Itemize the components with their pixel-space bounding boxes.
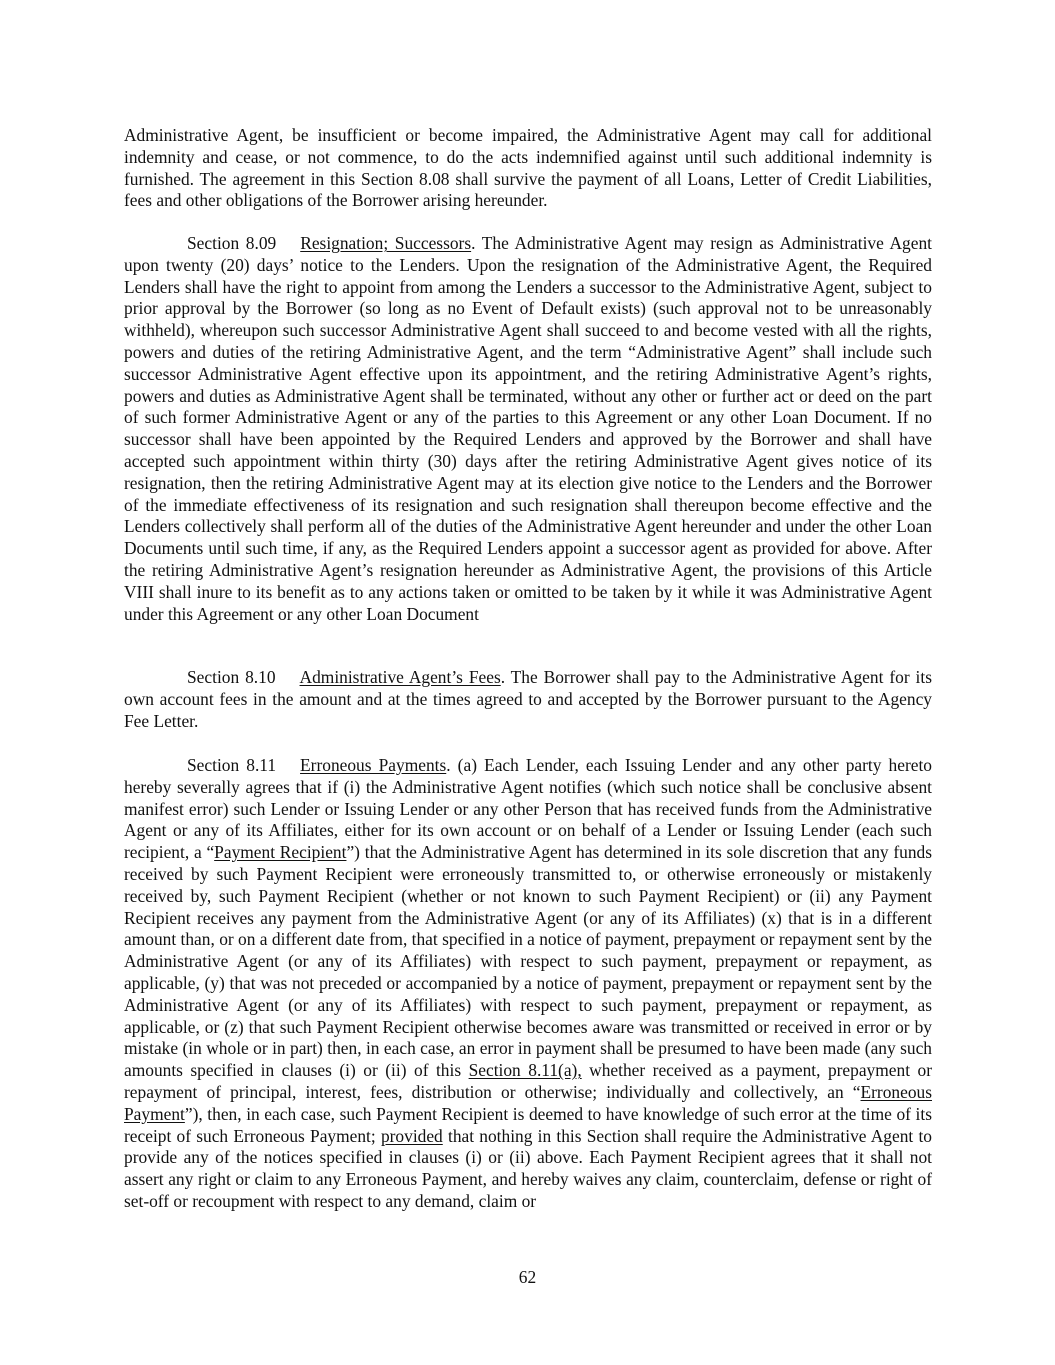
section-8-11-body-part4: ”), then, in each case, such Payment Recipient is deemed to have knowledge of such error at the time of its receipt of such Erroneous Payment; bbox=[124, 1103, 932, 1146]
section-title-erroneous-payments: Erroneous Payments bbox=[300, 755, 447, 775]
section-number-8-11: Section 8.11 bbox=[187, 755, 277, 775]
section-8-11-body-part3: whether received as a payment, prepayment or repayment of principal, interest, fees, distribution or otherwise; individually and collectively, an “ bbox=[124, 1060, 933, 1102]
proviso-provided: provided bbox=[380, 1125, 443, 1146]
section-number-8-10: Section 8.10 bbox=[187, 667, 276, 687]
paragraph-continuation-8-08: Administrative Agent, be insufficient or become impaired, the Administrative Agent may call for additional indemnity and cease, or not commence, to do the acts indemnified against until such additional indemnity is furnished. The agreement in this Section 8.08 shall survive the payment of all Loans, Letter of Credit Liabilities, fees and other obligations of the Borrower arising hereunder. bbox=[124, 125, 932, 211]
section-8-11-body-part2: ”) that the Administrative Agent has determined in its sole discretion that any funds received by such Payment Recipient were erroneously transmitted to, or otherwise erroneously or mistakenly received by, such Payment Recipient (whether or not known to such Payment Recipient) or (ii) any Payment Recipient receives any payment from the Administrative Agent (or any of its Affiliates) (x) that is in a different amount than, or on a different date from, that specified in a notice of payment, prepayment or repayment sent by the Administrative Agent (or any of its Affiliates) with respect to such payment, prepayment or repayment, as applicable, (y) that was not preceded or accompanied by a notice of payment, prepayment or repayment sent by the Administrative Agent (or any of its Affiliates) with respect to such payment, prepayment or repayment, as applicable, or (z) that such Payment Recipient otherwise becomes aware was transmitted or received in error or by mistake (in whole or in part) then, in each case, an error in payment shall be presumed to have been made (any such amounts specified in clauses (i) or (ii) of this bbox=[124, 842, 932, 1081]
page-number: 62 bbox=[518, 1267, 537, 1287]
section-title-resignation-successors: Resignation; Successors bbox=[300, 233, 472, 253]
section-8-11-body-part1: . (a) Each Lender, each Issuing Lender and any other party hereto hereby severally agrees that if (i) the Administrative Agent notifies (which such notice shall be conclusive absent manifest error) such Lender or Issuing Lender or any other Person that has received funds from the Administrative Agent or any of its Affiliates, either for its own account or on behalf of a Lender or Issuing Lender (each such recipient, a “ bbox=[124, 755, 932, 863]
section-number-8-09: Section 8.09 bbox=[187, 233, 277, 253]
defined-term-payment-recipient: Payment Recipient bbox=[214, 842, 347, 863]
section-8-11-paragraph bbox=[124, 755, 932, 1213]
section-8-11-body-part5: that nothing in this Section shall require the Administrative Agent to provide any of the notices specified in clauses (i) or (ii) above. Each Payment Recipient agrees that it shall not assert any right or claim to any Erroneous Payment, and hereby waives any claim, counterclaim, defense or right of set-off or recoupment with respect to any demand, claim or bbox=[124, 1125, 932, 1211]
section-8-10-body: . The Borrower shall pay to the Administrative Agent for its own account fees in the amount and at the times agreed to and accepted by the Borrower pursuant to the Agency Fee Letter. bbox=[124, 667, 932, 731]
defined-term-erroneous-payment: Erroneous Payment bbox=[124, 1081, 932, 1124]
cross-reference-section-8-11a: Section 8.11(a), bbox=[468, 1060, 582, 1081]
section-8-09-body: . The Administrative Agent may resign as Administrative Agent upon twenty (20) days’ notice to the Lenders. Upon the resignation of the Administrative Agent, the Required Lenders shall have the right to appoint from among the Lenders a successor to the Administrative Agent, subject to prior approval by the Borrower (so long as no Event of Default exists) (such approval not to be unreasonably withheld), whereupon such successor Administrative Agent shall succeed to and become vested with all the rights, powers and duties of the retiring Administrative Agent, and the term “Administrative Agent” shall include such successor Administrative Agent effective upon its appointment, and the retiring Administrative Agent’s rights, powers and duties as Administrative Agent shall be terminated, without any other or further act or deed on the part of such former Administrative Agent or any of the parties to this Agreement or any other Loan Document. If no successor shall have been appointed by the Required Lenders and approved by the Borrower and shall have accepted such appointment within thirty (30) days after the retiring Administrative Agent gives notice of its resignation, then the retiring Administrative Agent may at its election give notice to the Lenders and the Borrower of the immediate effectiveness of its resignation and such resignation shall thereupon become effective and the Lenders collectively shall perform all of the duties of the Administrative Agent hereunder and under the other Loan Documents until such time, if any, as the Required Lenders appoint a successor agent as provided for above. After the retiring Administrative Agent’s resignation hereunder as Administrative Agent, the provisions of this Article VIII shall inure to its benefit as to any actions taken or omitted to be taken by it while it was Administrative Agent under this Agreement or any other Loan Document bbox=[124, 233, 933, 624]
section-8-10-paragraph bbox=[124, 667, 932, 732]
section-title-agent-fees: Administrative Agent’s Fees bbox=[299, 667, 501, 687]
section-8-09-paragraph bbox=[124, 233, 932, 625]
